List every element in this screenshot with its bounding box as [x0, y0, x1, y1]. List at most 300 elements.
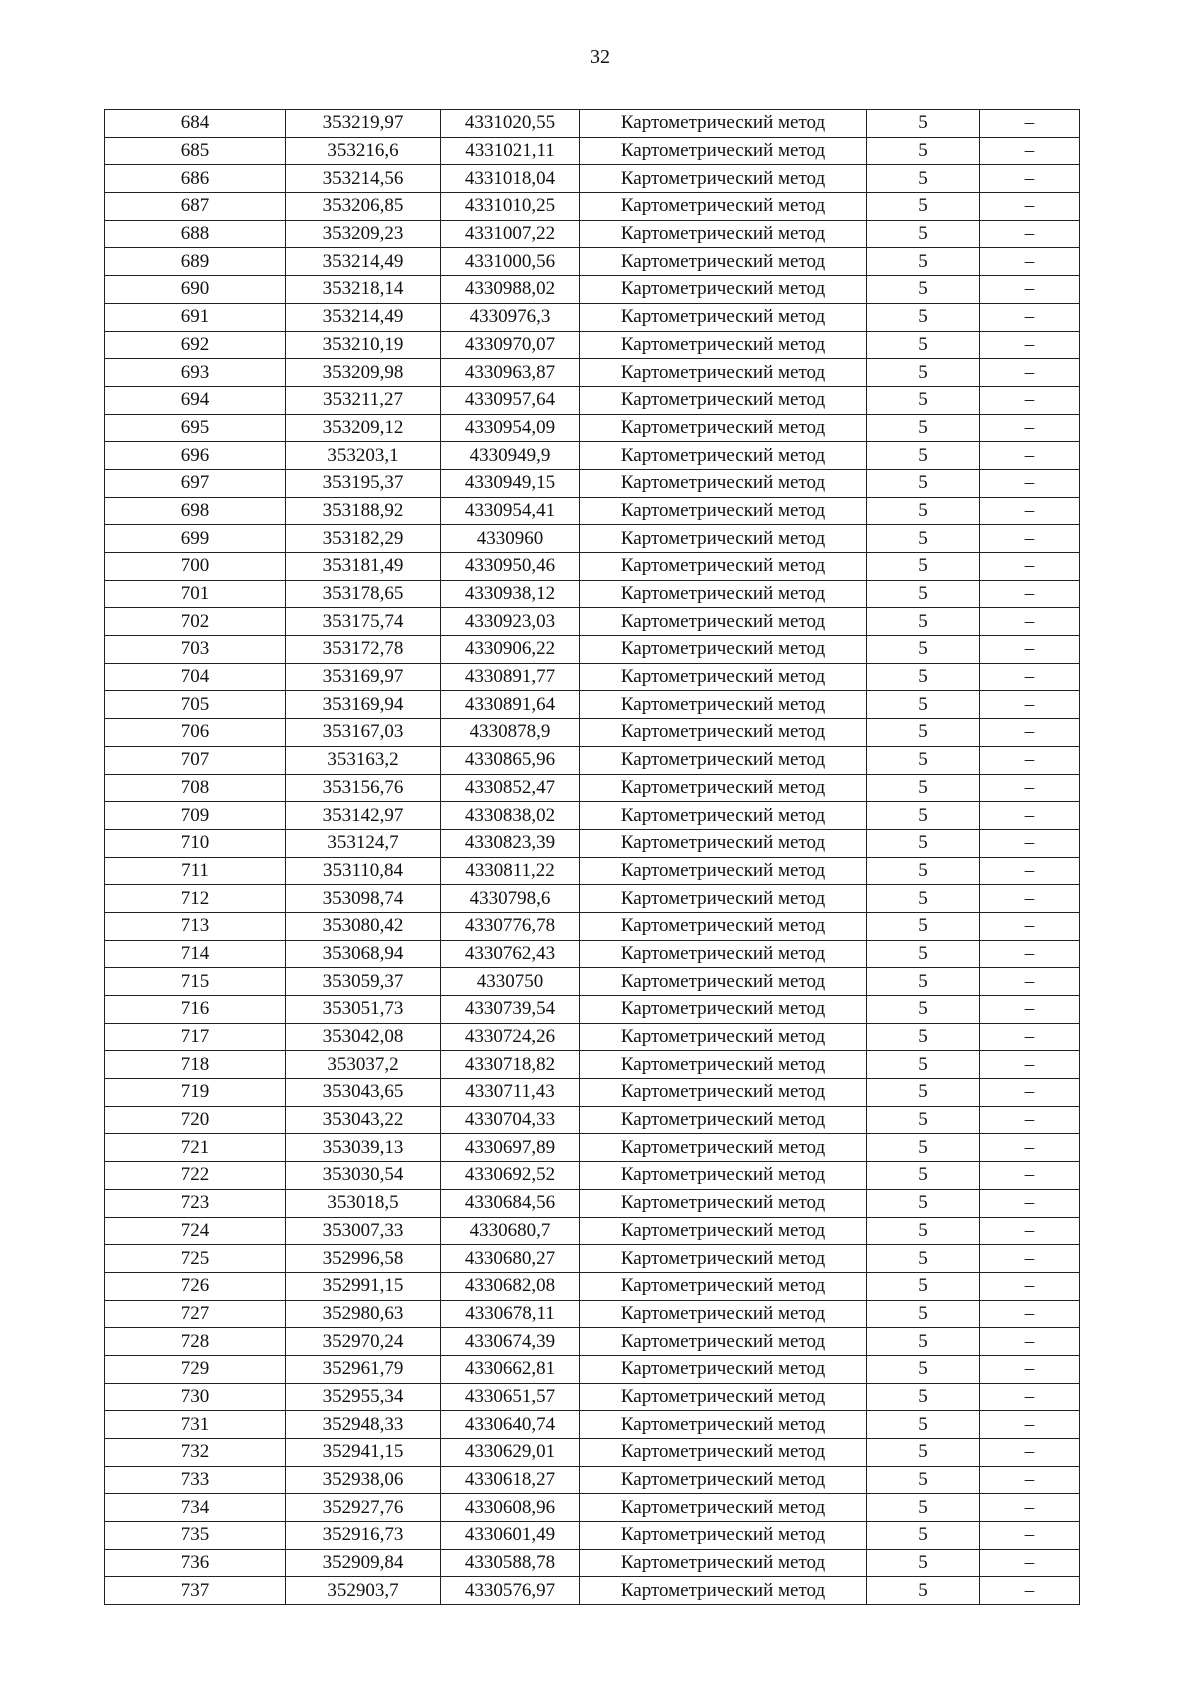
method-cell: Картометрический метод	[580, 1106, 867, 1134]
y-coordinate-cell: 4330724,26	[441, 1023, 580, 1051]
point-number-cell: 695	[105, 414, 286, 442]
table-row	[105, 1494, 1080, 1522]
table-row	[105, 1411, 1080, 1439]
point-number-cell: 713	[105, 912, 286, 940]
x-coordinate-cell: 352903,7	[286, 1577, 441, 1605]
x-coordinate-cell: 353195,37	[286, 469, 441, 497]
method-cell: Картометрический метод	[580, 442, 867, 470]
point-number-cell: 698	[105, 497, 286, 525]
accuracy-cell: 5	[867, 912, 980, 940]
method-cell: Картометрический метод	[580, 220, 867, 248]
y-coordinate-cell: 4330680,27	[441, 1245, 580, 1273]
point-number-cell: 716	[105, 996, 286, 1024]
description-cell: –	[980, 1106, 1080, 1134]
x-coordinate-cell: 353209,12	[286, 414, 441, 442]
table-row	[105, 1051, 1080, 1079]
table-row	[105, 1328, 1080, 1356]
table-row	[105, 1079, 1080, 1107]
x-coordinate-cell: 353043,65	[286, 1079, 441, 1107]
x-coordinate-cell: 352948,33	[286, 1411, 441, 1439]
y-coordinate-cell: 4330970,07	[441, 331, 580, 359]
point-number-cell: 714	[105, 940, 286, 968]
description-cell: –	[980, 829, 1080, 857]
table-row	[105, 553, 1080, 581]
y-coordinate-cell: 4330697,89	[441, 1134, 580, 1162]
table-row	[105, 1522, 1080, 1550]
method-cell: Картометрический метод	[580, 636, 867, 664]
x-coordinate-cell: 352996,58	[286, 1245, 441, 1273]
y-coordinate-cell: 4330640,74	[441, 1411, 580, 1439]
method-cell: Картометрический метод	[580, 885, 867, 913]
y-coordinate-cell: 4330852,47	[441, 774, 580, 802]
table-row	[105, 608, 1080, 636]
point-number-cell: 711	[105, 857, 286, 885]
accuracy-cell: 5	[867, 553, 980, 581]
description-cell: –	[980, 774, 1080, 802]
description-cell: –	[980, 303, 1080, 331]
description-cell: –	[980, 802, 1080, 830]
accuracy-cell: 5	[867, 386, 980, 414]
accuracy-cell: 5	[867, 1272, 980, 1300]
y-coordinate-cell: 4330651,57	[441, 1383, 580, 1411]
x-coordinate-cell: 353043,22	[286, 1106, 441, 1134]
description-cell: –	[980, 525, 1080, 553]
method-cell: Картометрический метод	[580, 1549, 867, 1577]
method-cell: Картометрический метод	[580, 802, 867, 830]
point-number-cell: 686	[105, 165, 286, 193]
method-cell: Картометрический метод	[580, 1134, 867, 1162]
accuracy-cell: 5	[867, 1328, 980, 1356]
table-row	[105, 1355, 1080, 1383]
x-coordinate-cell: 353051,73	[286, 996, 441, 1024]
table-row	[105, 442, 1080, 470]
description-cell: –	[980, 1134, 1080, 1162]
x-coordinate-cell: 353110,84	[286, 857, 441, 885]
point-number-cell: 723	[105, 1189, 286, 1217]
point-number-cell: 700	[105, 553, 286, 581]
table-row	[105, 331, 1080, 359]
point-number-cell: 694	[105, 386, 286, 414]
y-coordinate-cell: 4331007,22	[441, 220, 580, 248]
y-coordinate-cell: 4330949,15	[441, 469, 580, 497]
x-coordinate-cell: 353188,92	[286, 497, 441, 525]
table-row	[105, 663, 1080, 691]
method-cell: Картометрический метод	[580, 525, 867, 553]
method-cell: Картометрический метод	[580, 1328, 867, 1356]
y-coordinate-cell: 4330762,43	[441, 940, 580, 968]
x-coordinate-cell: 352909,84	[286, 1549, 441, 1577]
method-cell: Картометрический метод	[580, 940, 867, 968]
method-cell: Картометрический метод	[580, 1300, 867, 1328]
accuracy-cell: 5	[867, 525, 980, 553]
x-coordinate-cell: 353214,56	[286, 165, 441, 193]
point-number-cell: 704	[105, 663, 286, 691]
accuracy-cell: 5	[867, 497, 980, 525]
accuracy-cell: 5	[867, 165, 980, 193]
point-number-cell: 732	[105, 1439, 286, 1467]
accuracy-cell: 5	[867, 1189, 980, 1217]
description-cell: –	[980, 663, 1080, 691]
y-coordinate-cell: 4330906,22	[441, 636, 580, 664]
description-cell: –	[980, 1162, 1080, 1190]
y-coordinate-cell: 4330949,9	[441, 442, 580, 470]
x-coordinate-cell: 353203,1	[286, 442, 441, 470]
method-cell: Картометрический метод	[580, 1162, 867, 1190]
y-coordinate-cell: 4330811,22	[441, 857, 580, 885]
x-coordinate-cell: 353211,27	[286, 386, 441, 414]
method-cell: Картометрический метод	[580, 691, 867, 719]
y-coordinate-cell: 4330662,81	[441, 1355, 580, 1383]
y-coordinate-cell: 4330682,08	[441, 1272, 580, 1300]
x-coordinate-cell: 353039,13	[286, 1134, 441, 1162]
description-cell: –	[980, 1494, 1080, 1522]
point-number-cell: 709	[105, 802, 286, 830]
point-number-cell: 699	[105, 525, 286, 553]
x-coordinate-cell: 353142,97	[286, 802, 441, 830]
method-cell: Картометрический метод	[580, 968, 867, 996]
accuracy-cell: 5	[867, 1051, 980, 1079]
y-coordinate-cell: 4331000,56	[441, 248, 580, 276]
table-row	[105, 276, 1080, 304]
accuracy-cell: 5	[867, 220, 980, 248]
table-row	[105, 746, 1080, 774]
method-cell: Картометрический метод	[580, 1577, 867, 1605]
description-cell: –	[980, 1383, 1080, 1411]
y-coordinate-cell: 4330692,52	[441, 1162, 580, 1190]
x-coordinate-cell: 353030,54	[286, 1162, 441, 1190]
table-row	[105, 636, 1080, 664]
accuracy-cell: 5	[867, 1522, 980, 1550]
table-row	[105, 303, 1080, 331]
description-cell: –	[980, 968, 1080, 996]
y-coordinate-cell: 4330618,27	[441, 1466, 580, 1494]
table-row	[105, 193, 1080, 221]
method-cell: Картометрический метод	[580, 110, 867, 138]
point-number-cell: 697	[105, 469, 286, 497]
method-cell: Картометрический метод	[580, 1383, 867, 1411]
description-cell: –	[980, 442, 1080, 470]
accuracy-cell: 5	[867, 331, 980, 359]
y-coordinate-cell: 4330588,78	[441, 1549, 580, 1577]
point-number-cell: 734	[105, 1494, 286, 1522]
y-coordinate-cell: 4330776,78	[441, 912, 580, 940]
table-row	[105, 1162, 1080, 1190]
x-coordinate-cell: 353156,76	[286, 774, 441, 802]
accuracy-cell: 5	[867, 1162, 980, 1190]
method-cell: Картометрический метод	[580, 1023, 867, 1051]
table-row	[105, 1245, 1080, 1273]
y-coordinate-cell: 4330938,12	[441, 580, 580, 608]
point-number-cell: 705	[105, 691, 286, 719]
x-coordinate-cell: 353209,23	[286, 220, 441, 248]
accuracy-cell: 5	[867, 1577, 980, 1605]
point-number-cell: 684	[105, 110, 286, 138]
y-coordinate-cell: 4330954,41	[441, 497, 580, 525]
method-cell: Картометрический метод	[580, 912, 867, 940]
method-cell: Картометрический метод	[580, 1189, 867, 1217]
point-number-cell: 706	[105, 719, 286, 747]
x-coordinate-cell: 352970,24	[286, 1328, 441, 1356]
accuracy-cell: 5	[867, 1494, 980, 1522]
description-cell: –	[980, 137, 1080, 165]
x-coordinate-cell: 352991,15	[286, 1272, 441, 1300]
point-number-cell: 722	[105, 1162, 286, 1190]
method-cell: Картометрический метод	[580, 331, 867, 359]
page-number: 32	[590, 46, 610, 68]
point-number-cell: 726	[105, 1272, 286, 1300]
description-cell: –	[980, 1051, 1080, 1079]
method-cell: Картометрический метод	[580, 303, 867, 331]
table-row	[105, 137, 1080, 165]
accuracy-cell: 5	[867, 193, 980, 221]
x-coordinate-cell: 353216,6	[286, 137, 441, 165]
description-cell: –	[980, 359, 1080, 387]
accuracy-cell: 5	[867, 1300, 980, 1328]
method-cell: Картометрический метод	[580, 663, 867, 691]
point-number-cell: 710	[105, 829, 286, 857]
method-cell: Картометрический метод	[580, 193, 867, 221]
point-number-cell: 728	[105, 1328, 286, 1356]
x-coordinate-cell: 353167,03	[286, 719, 441, 747]
point-number-cell: 721	[105, 1134, 286, 1162]
accuracy-cell: 5	[867, 719, 980, 747]
table-row	[105, 1023, 1080, 1051]
description-cell: –	[980, 608, 1080, 636]
x-coordinate-cell: 352916,73	[286, 1522, 441, 1550]
y-coordinate-cell: 4330960	[441, 525, 580, 553]
method-cell: Картометрический метод	[580, 608, 867, 636]
accuracy-cell: 5	[867, 1106, 980, 1134]
description-cell: –	[980, 1189, 1080, 1217]
point-number-cell: 692	[105, 331, 286, 359]
accuracy-cell: 5	[867, 276, 980, 304]
description-cell: –	[980, 636, 1080, 664]
y-coordinate-cell: 4330629,01	[441, 1439, 580, 1467]
method-cell: Картометрический метод	[580, 1051, 867, 1079]
x-coordinate-cell: 353210,19	[286, 331, 441, 359]
accuracy-cell: 5	[867, 359, 980, 387]
x-coordinate-cell: 353181,49	[286, 553, 441, 581]
description-cell: –	[980, 497, 1080, 525]
x-coordinate-cell: 352941,15	[286, 1439, 441, 1467]
method-cell: Картометрический метод	[580, 1494, 867, 1522]
x-coordinate-cell: 353042,08	[286, 1023, 441, 1051]
x-coordinate-cell: 353214,49	[286, 303, 441, 331]
y-coordinate-cell: 4331010,25	[441, 193, 580, 221]
accuracy-cell: 5	[867, 1079, 980, 1107]
description-cell: –	[980, 857, 1080, 885]
x-coordinate-cell: 353068,94	[286, 940, 441, 968]
x-coordinate-cell: 353209,98	[286, 359, 441, 387]
point-number-cell: 685	[105, 137, 286, 165]
x-coordinate-cell: 353018,5	[286, 1189, 441, 1217]
table-row	[105, 1549, 1080, 1577]
method-cell: Картометрический метод	[580, 774, 867, 802]
table-row	[105, 1134, 1080, 1162]
description-cell: –	[980, 1272, 1080, 1300]
y-coordinate-cell: 4330601,49	[441, 1522, 580, 1550]
description-cell: –	[980, 996, 1080, 1024]
description-cell: –	[980, 885, 1080, 913]
method-cell: Картометрический метод	[580, 1245, 867, 1273]
x-coordinate-cell: 353124,7	[286, 829, 441, 857]
point-number-cell: 701	[105, 580, 286, 608]
x-coordinate-cell: 353059,37	[286, 968, 441, 996]
method-cell: Картометрический метод	[580, 580, 867, 608]
point-number-cell: 688	[105, 220, 286, 248]
method-cell: Картометрический метод	[580, 1272, 867, 1300]
description-cell: –	[980, 1549, 1080, 1577]
y-coordinate-cell: 4330680,7	[441, 1217, 580, 1245]
point-number-cell: 725	[105, 1245, 286, 1273]
accuracy-cell: 5	[867, 663, 980, 691]
x-coordinate-cell: 352927,76	[286, 1494, 441, 1522]
point-number-cell: 712	[105, 885, 286, 913]
method-cell: Картометрический метод	[580, 553, 867, 581]
y-coordinate-cell: 4330750	[441, 968, 580, 996]
y-coordinate-cell: 4330954,09	[441, 414, 580, 442]
y-coordinate-cell: 4330678,11	[441, 1300, 580, 1328]
description-cell: –	[980, 1023, 1080, 1051]
accuracy-cell: 5	[867, 636, 980, 664]
description-cell: –	[980, 1411, 1080, 1439]
method-cell: Картометрический метод	[580, 497, 867, 525]
x-coordinate-cell: 353037,2	[286, 1051, 441, 1079]
accuracy-cell: 5	[867, 1439, 980, 1467]
accuracy-cell: 5	[867, 110, 980, 138]
y-coordinate-cell: 4330963,87	[441, 359, 580, 387]
table-row	[105, 1466, 1080, 1494]
point-number-cell: 720	[105, 1106, 286, 1134]
y-coordinate-cell: 4330976,3	[441, 303, 580, 331]
x-coordinate-cell: 353175,74	[286, 608, 441, 636]
table-row	[105, 1272, 1080, 1300]
accuracy-cell: 5	[867, 1217, 980, 1245]
method-cell: Картометрический метод	[580, 1355, 867, 1383]
method-cell: Картометрический метод	[580, 1522, 867, 1550]
method-cell: Картометрический метод	[580, 359, 867, 387]
x-coordinate-cell: 352938,06	[286, 1466, 441, 1494]
y-coordinate-cell: 4330798,6	[441, 885, 580, 913]
method-cell: Картометрический метод	[580, 1466, 867, 1494]
accuracy-cell: 5	[867, 829, 980, 857]
x-coordinate-cell: 353169,94	[286, 691, 441, 719]
point-number-cell: 689	[105, 248, 286, 276]
table-row	[105, 912, 1080, 940]
table-row	[105, 857, 1080, 885]
table-row	[105, 220, 1080, 248]
description-cell: –	[980, 1355, 1080, 1383]
point-number-cell: 737	[105, 1577, 286, 1605]
method-cell: Картометрический метод	[580, 996, 867, 1024]
x-coordinate-cell: 353007,33	[286, 1217, 441, 1245]
description-cell: –	[980, 1439, 1080, 1467]
description-cell: –	[980, 691, 1080, 719]
description-cell: –	[980, 719, 1080, 747]
table-row	[105, 414, 1080, 442]
accuracy-cell: 5	[867, 580, 980, 608]
table-row	[105, 1577, 1080, 1605]
description-cell: –	[980, 746, 1080, 774]
method-cell: Картометрический метод	[580, 1411, 867, 1439]
y-coordinate-cell: 4331018,04	[441, 165, 580, 193]
coordinates-table	[104, 109, 1080, 1605]
point-number-cell: 735	[105, 1522, 286, 1550]
point-number-cell: 729	[105, 1355, 286, 1383]
table-row	[105, 359, 1080, 387]
y-coordinate-cell: 4330838,02	[441, 802, 580, 830]
y-coordinate-cell: 4330608,96	[441, 1494, 580, 1522]
point-number-cell: 733	[105, 1466, 286, 1494]
description-cell: –	[980, 580, 1080, 608]
table-row	[105, 968, 1080, 996]
point-number-cell: 727	[105, 1300, 286, 1328]
x-coordinate-cell: 353218,14	[286, 276, 441, 304]
table-row	[105, 1383, 1080, 1411]
description-cell: –	[980, 1079, 1080, 1107]
method-cell: Картометрический метод	[580, 137, 867, 165]
accuracy-cell: 5	[867, 1023, 980, 1051]
table-body	[105, 110, 1080, 1605]
point-number-cell: 690	[105, 276, 286, 304]
description-cell: –	[980, 912, 1080, 940]
accuracy-cell: 5	[867, 248, 980, 276]
table-row	[105, 580, 1080, 608]
point-number-cell: 702	[105, 608, 286, 636]
method-cell: Картометрический метод	[580, 248, 867, 276]
x-coordinate-cell: 353080,42	[286, 912, 441, 940]
method-cell: Картометрический метод	[580, 829, 867, 857]
table-row	[105, 719, 1080, 747]
accuracy-cell: 5	[867, 608, 980, 636]
description-cell: –	[980, 1522, 1080, 1550]
method-cell: Картометрический метод	[580, 469, 867, 497]
point-number-cell: 687	[105, 193, 286, 221]
method-cell: Картометрический метод	[580, 165, 867, 193]
table-row	[105, 691, 1080, 719]
table-row	[105, 802, 1080, 830]
x-coordinate-cell: 353163,2	[286, 746, 441, 774]
point-number-cell: 691	[105, 303, 286, 331]
accuracy-cell: 5	[867, 469, 980, 497]
accuracy-cell: 5	[867, 1355, 980, 1383]
x-coordinate-cell: 353206,85	[286, 193, 441, 221]
table-row	[105, 1217, 1080, 1245]
description-cell: –	[980, 1217, 1080, 1245]
accuracy-cell: 5	[867, 1134, 980, 1162]
method-cell: Картометрический метод	[580, 1439, 867, 1467]
y-coordinate-cell: 4330923,03	[441, 608, 580, 636]
description-cell: –	[980, 1466, 1080, 1494]
point-number-cell: 707	[105, 746, 286, 774]
method-cell: Картометрический метод	[580, 386, 867, 414]
y-coordinate-cell: 4331020,55	[441, 110, 580, 138]
accuracy-cell: 5	[867, 1411, 980, 1439]
description-cell: –	[980, 553, 1080, 581]
table-row	[105, 525, 1080, 553]
description-cell: –	[980, 193, 1080, 221]
point-number-cell: 715	[105, 968, 286, 996]
y-coordinate-cell: 4330865,96	[441, 746, 580, 774]
accuracy-cell: 5	[867, 1245, 980, 1273]
description-cell: –	[980, 1328, 1080, 1356]
point-number-cell: 724	[105, 1217, 286, 1245]
point-number-cell: 719	[105, 1079, 286, 1107]
point-number-cell: 693	[105, 359, 286, 387]
table-row	[105, 1106, 1080, 1134]
description-cell: –	[980, 220, 1080, 248]
y-coordinate-cell: 4330576,97	[441, 1577, 580, 1605]
